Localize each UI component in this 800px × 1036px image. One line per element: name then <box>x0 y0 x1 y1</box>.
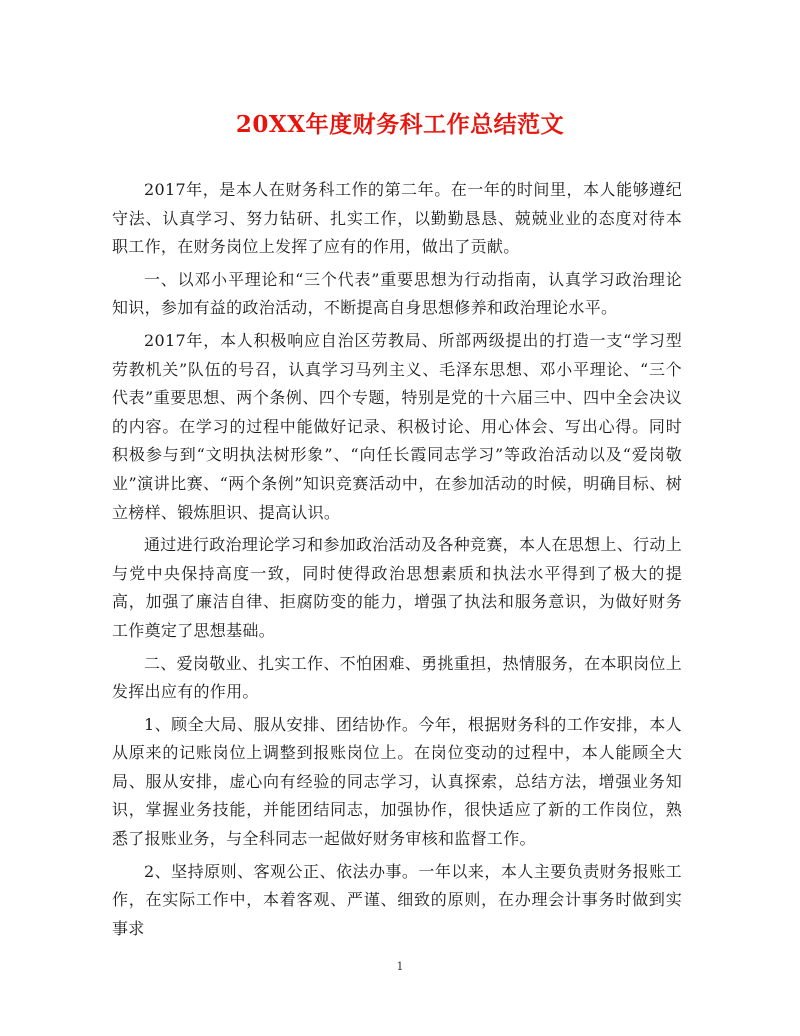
paragraph: 1、顾全大局、服从安排、团结协作。今年，根据财务科的工作安排，本人从原来的记账岗位上调整到报账岗位上。在岗位变动的过程中，本人能顾全大局、服从安排，虚心向有经验的同志学习，认真探索，总结方法，增强业务知识，掌握业务技能，并能团结同志，加强协作，很快适应了新的工作岗位，熟悉了报账业务，与全科同志一起做好财务审核和监督工作。 <box>112 714 682 849</box>
page-number: 1 <box>396 960 404 973</box>
paragraph: 二、爱岗敬业、扎实工作、不怕困难、勇挑重担，热情服务，在本职岗位上发挥出应有的作用。 <box>112 653 682 702</box>
document-body <box>112 176 682 947</box>
paragraph: 2、坚持原则、客观公正、依法办事。一年以来，本人主要负责财务报账工作，在实际工作中，本着客观、严谨、细致的原则，在办理会计事务时做到实事求 <box>112 861 682 938</box>
paragraph: 通过进行政治理论学习和参加政治活动及各种竞赛，本人在思想上、行动上与党中央保持高度一致，同时使得政治思想素质和执法水平得到了极大的提高，加强了廉洁自律、拒腐防变的能力，增强了执法和服务意识，为做好财务工作奠定了思想基础。 <box>112 535 682 640</box>
paragraph: 一、以邓小平理论和“三个代表”重要思想为行动指南，认真学习政治理论知识，参加有益的政治活动，不断提高自身思想修养和政治理论水平。 <box>112 269 682 318</box>
paragraph: 2017年，是本人在财务科工作的第二年。在一年的时间里，本人能够遵纪守法、认真学习、努力钻研、扎实工作，以勤勤恳恳、兢兢业业的态度对待本职工作，在财务岗位上发挥了应有的作用，做出了贡献。 <box>112 180 682 257</box>
document-title: 20XX年度财务科工作总结范文 <box>235 111 565 138</box>
paragraph: 2017年，本人积极响应自治区劳教局、所部两级提出的打造一支“学习型劳教机关”队伍的号召，认真学习马列主义、毛泽东思想、邓小平理论、“三个代表”重要思想、两个条例、四个专题，特别是党的十六届三中、四中全会决议的内容。在学习的过程中能做好记录、积极讨论、用心体会、写出心得。同时积极参与到“文明执法树形象”、“向任长霞同志学习”等政治活动以及“爱岗敬业”演讲比赛、“两个条例”知识竞赛活动中，在参加活动的时候，明确目标、树立榜样、锻炼胆识、提高认识。 <box>112 330 682 522</box>
